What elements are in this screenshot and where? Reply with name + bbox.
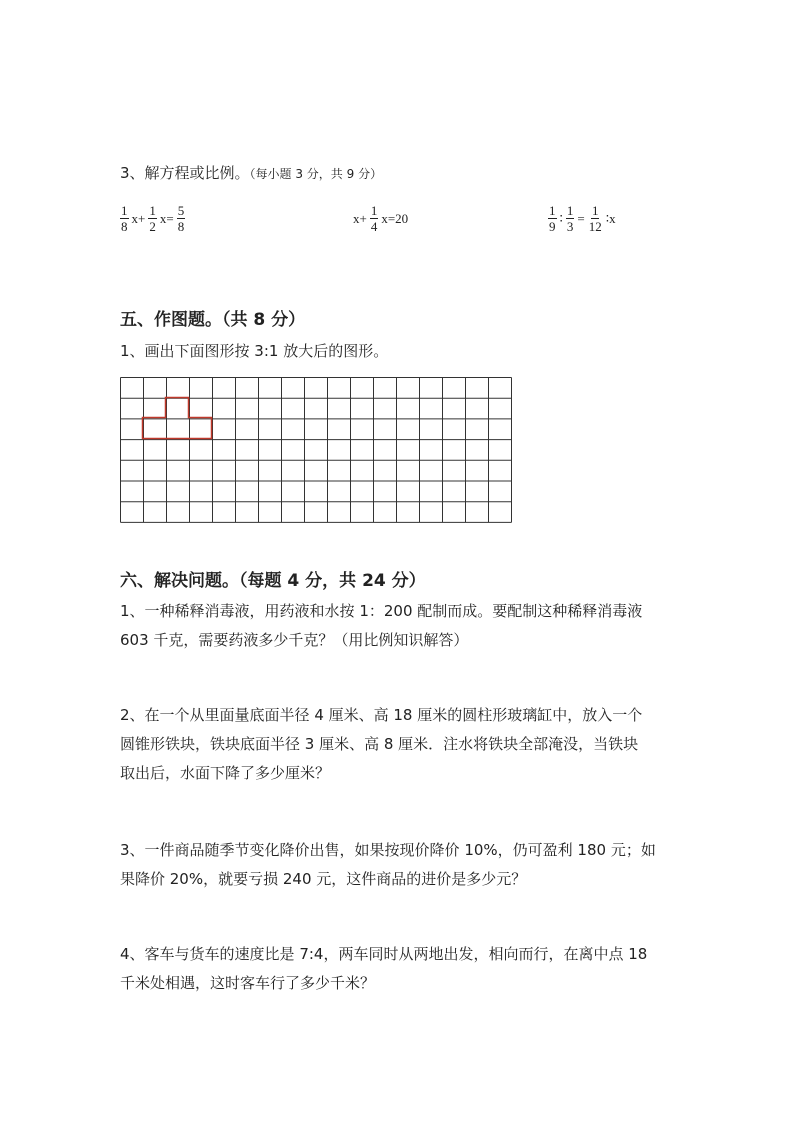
numerator: 1 [149,203,156,218]
section-5-heading: 五、作图题。（共 8 分） [120,310,306,330]
problem-1 [120,597,642,655]
equation-text: ∶x [605,210,616,226]
fraction [177,203,186,234]
equation-text: x=20 [381,210,409,226]
shape-outline [143,398,212,439]
numerator: 1 [566,203,574,218]
problem-line: 1、一种稀释消毒液，用药液和水按 1：200 配制而成。要配制这种稀释消毒液 [120,602,643,620]
denominator: 3 [566,219,574,234]
fraction [148,203,157,234]
problem-4 [120,940,647,998]
denominator: 8 [177,219,185,234]
fraction [566,203,575,234]
numerator: 5 [177,203,185,218]
equation-text: x+ [131,210,146,226]
denominator: 8 [121,219,128,234]
problem-line: 取出后，水面下降了多少厘米？ [120,764,331,782]
equation-2 [352,203,409,234]
problem-line: 2、在一个从里面量底面半径 4 厘米、高 18 厘米的圆柱形玻璃缸中，放入一个 [120,706,643,724]
denominator: 9 [549,219,556,234]
problem-line: 圆锥形铁块，铁块底面半径 3 厘米、高 8 厘米．注水将铁块全部淹没，当铁块 [120,735,639,753]
equation-1 [118,203,187,234]
numerator: 1 [121,203,128,218]
problem-line: 果降价 20%，就要亏损 240 元，这件商品的进价是多少元？ [120,870,527,888]
q3-title-text: 3、解方程或比例。 [120,164,250,182]
q3-note: （每小题 3 分，共 9 分） [249,167,383,181]
denominator: 2 [149,219,156,234]
fraction [588,203,603,234]
equation-text: x+ [353,210,367,226]
fraction [548,203,557,234]
numerator: 1 [591,203,599,218]
numerator: 1 [549,203,556,218]
numerator: 1 [370,203,378,218]
problem-3 [120,836,656,894]
denominator: 12 [588,219,602,234]
equation-text: x= [159,210,174,226]
problem-2 [120,701,642,788]
fraction [120,203,129,234]
q3-title [120,166,382,181]
equation-text: ∶ [559,210,563,226]
problem-line: 千米处相遇，这时客车行了多少千米？ [120,974,376,992]
problem-line: 603 千克，需要药液多少千克？（用比例知识解答） [120,631,469,649]
drawing-question: 1、画出下面图形按 3:1 放大后的图形。 [120,342,389,360]
denominator: 4 [370,219,378,234]
problem-line: 3、一件商品随季节变化降价出售，如果按现价降价 10%，仍可盈利 180 元；如 [120,841,656,859]
problem-line: 4、客车与货车的速度比是 7:4，两车同时从两地出发，相向而行，在离中点 18 [120,945,648,963]
drawing-grid [120,377,512,543]
section-6-heading: 六、解决问题。（每题 4 分，共 24 分） [120,571,426,591]
fraction [370,203,379,234]
equation-text: = [577,210,585,226]
equation-3 [546,203,617,234]
